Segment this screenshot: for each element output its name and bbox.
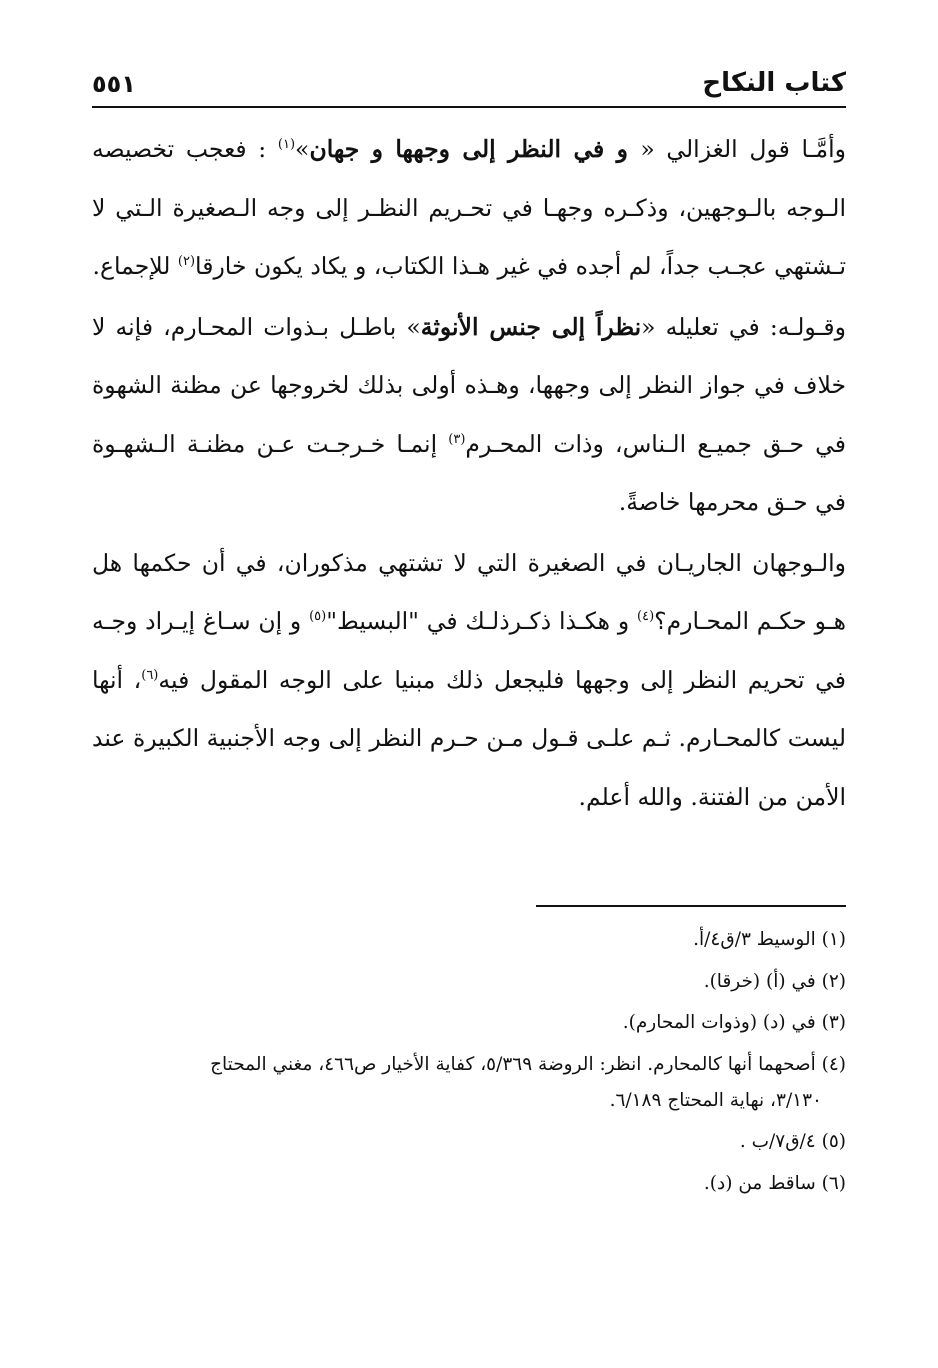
text-run: وأمَّـا قول الغزالي « (640, 135, 846, 163)
page-header (92, 62, 846, 106)
footnote-separator (536, 905, 846, 907)
text-run: » (295, 135, 310, 163)
footnote-6: (٦) ساقط من (د). (703, 1172, 846, 1194)
paragraph-1 (92, 120, 846, 296)
main-text (92, 120, 846, 828)
running-title: كتاب النكاح (702, 68, 846, 98)
text-run: : فعجب تخصيصه الـوجه بالـوجهين، وذكـره وجهـا في تحـريم النظـر إلى وجه الـصغيرة الـتي لا تـشتهي عجـب جداً، لم أجده في غير هـذا الكتاب، و يكاد يكون خارقا (92, 135, 846, 280)
footnote-4-line-1: (٤) أصحهما أنها كالمحارم. انظر: الروضة ٥/٣٦٩، كفاية الأخيار ص٤٦٦، مغني المحتاج (210, 1053, 846, 1075)
footnote-ref: (٦) (141, 667, 159, 683)
footnote-ref: (٣) (448, 431, 466, 447)
paragraph-2 (92, 298, 846, 532)
footnote-4-line-2: ٣/١٣٠، نهاية المحتاج ٦/١٨٩. (609, 1089, 822, 1111)
footnotes (92, 922, 846, 1207)
page-number: ٥٥١ (92, 70, 136, 98)
footnote-2: (٢) في (أ) (خرقا). (703, 970, 846, 992)
header-rule (92, 106, 846, 108)
text-run: ، أنها ليست كالمحـارم. ثـم علـى قـول مـن حـرم النظر إلى وجه الأجنبية الكبيرة عند الأمن من الفتنة. والله أعلم. (92, 665, 846, 811)
footnote-5: (٥) ٤/ق٧/ب . (739, 1131, 846, 1152)
text-run: و إن سـاغ إيـراد وجـه في تحريم النظر إلى وجهها فليجعل ذلك مبنيا على الوجه المقول فيه (92, 607, 846, 694)
quoted-text: و في النظر إلى وجهها و جهان (309, 135, 641, 163)
footnote-ref: (٤) (637, 609, 655, 625)
text-run: » باطـل بـذوات المحـارم، فإنه لا خلاف في جواز النظر إلى وجهها، وهـذه أولى بذلك لخروجها عن مظنة الشهوة في حـق جميـع الـناس، وذات المحـرم (92, 312, 846, 458)
footnote-4 (92, 1047, 846, 1119)
paragraph-3 (92, 534, 846, 827)
text-run: للإجماع. (92, 252, 178, 280)
text-run: إنمـا خـرجـت عـن مظنـة الـشهـوة في حـق محرمها خاصةً. (92, 429, 846, 516)
footnote-3: (٣) في (د) (وذوات المحارم). (622, 1012, 846, 1033)
footnote-ref: (٢) (177, 254, 196, 270)
footnote-ref: (١) (277, 137, 296, 153)
text-run: وقـولـه: في تعليله « (641, 312, 847, 341)
quoted-text: نظراً إلى جنس الأنوثة (420, 312, 642, 341)
text-run: والـوجهان الجاريـان في الصغيرة التي لا تشتهي مذكوران، في أن حكمها هل هـو حكـم المحـارم؟ (92, 548, 847, 635)
footnote-ref: (٥) (309, 609, 327, 625)
text-run: و هكـذا ذكـرذلـك في "البسيط" (326, 607, 637, 635)
footnote-1: (١) الوسيط ٣/ق٤/أ. (693, 929, 846, 950)
